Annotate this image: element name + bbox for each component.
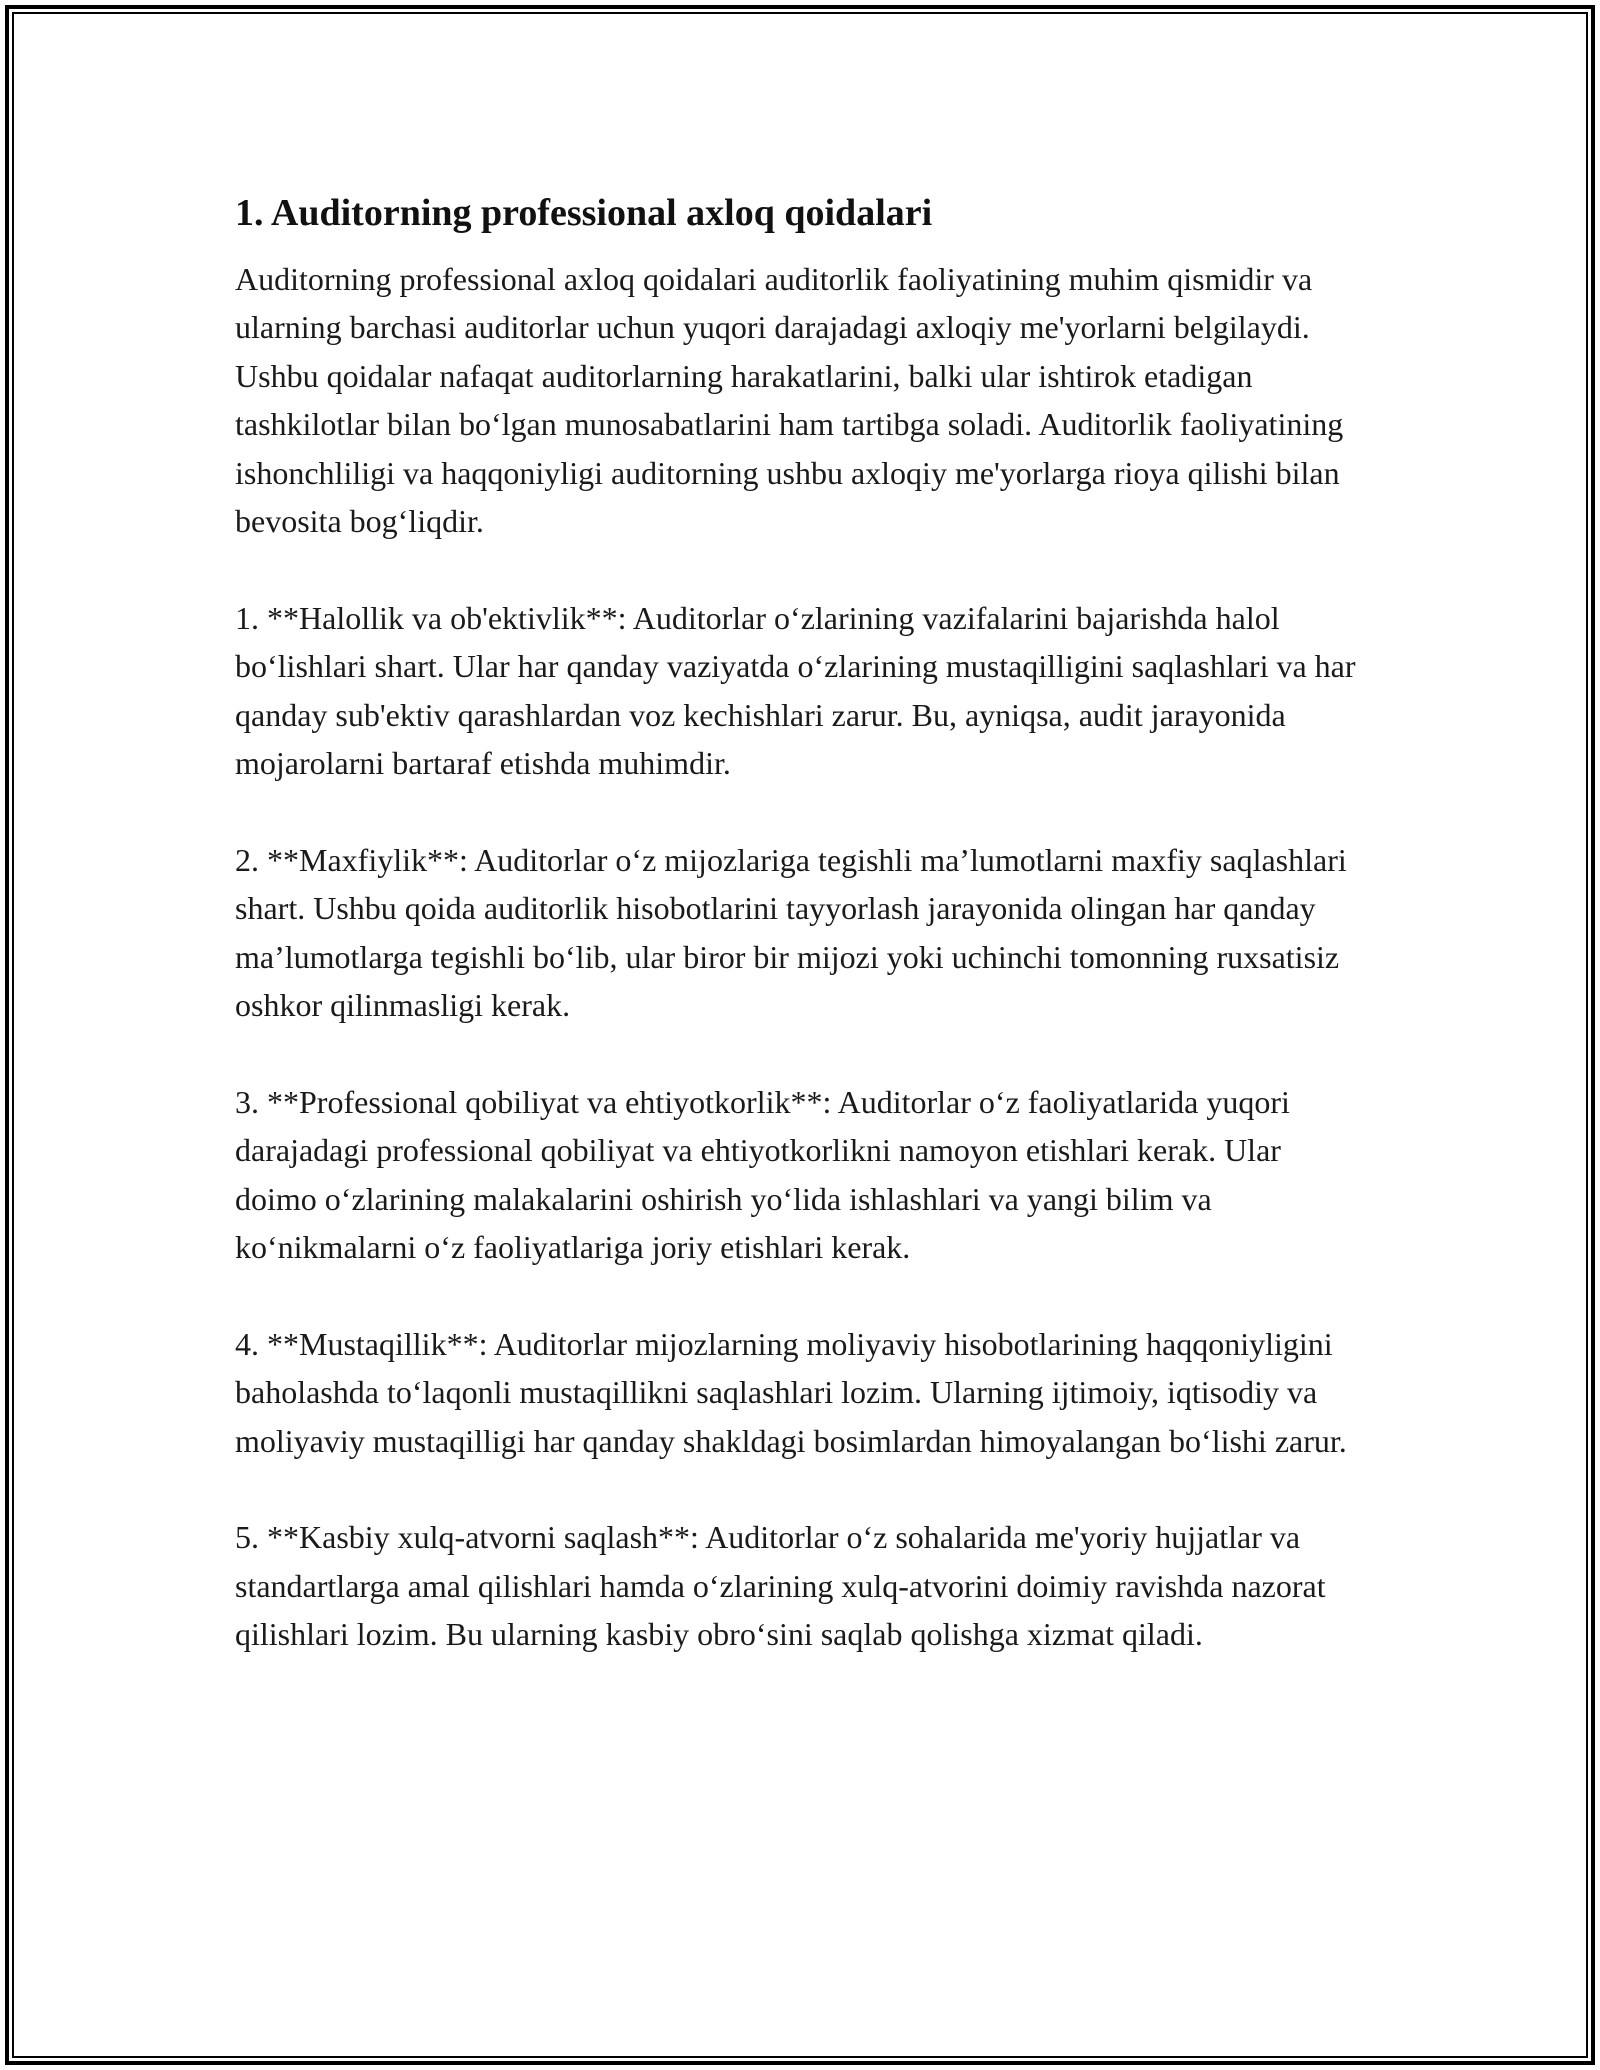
paragraph-gap	[235, 787, 1370, 835]
paragraph-gap	[235, 1465, 1370, 1513]
paragraph-gap	[235, 1029, 1370, 1077]
list-item-kasbiy-xulq: 5. **Kasbiy xulq-atvorni saqlash**: Auditorlar oʻz sohalarida me'yoriy hujjatlar va standartlarga amal qilishlari hamda oʻzlarining xulq-atvorini doimiy ravishda nazorat qilishlari lozim. Bu ularning kasbiy obroʻsini saqlab qolishga xizmat qiladi.	[235, 1519, 1326, 1653]
list-item-mustaqillik: 4. **Mustaqillik**: Auditorlar mijozlarning moliyaviy hisobotlarining haqqoniyligini baholashda toʻlaqonli mustaqillikni saqlashlari lozim. Ularning ijtimoiy, iqtisodiy va moliyaviy mustaqilligi har qanday shakldagi bosimlardan himoyalangan boʻlishi zarur.	[235, 1325, 1347, 1459]
section-heading: 1. Auditorning professional axloq qoidalari	[235, 192, 933, 234]
list-item-halollik: 1. **Halollik va ob'ektivlik**: Auditorlar oʻzlarining vazifalarini bajarishda halol boʻlishlari shart. Ular har qanday vaziyatda oʻzlarining mustaqilligini saqlashlari va har qanday sub'ektiv qarashlardan voz kechishlari zarur. Bu, ayniqsa, audit jarayonida mojarolarni bartaraf etishda muhimdir.	[235, 599, 1356, 782]
paragraph-gap	[235, 1271, 1370, 1319]
paragraph-gap	[235, 545, 1370, 593]
list-item-professional-qobiliyat: 3. **Professional qobiliyat va ehtiyotkorlik**: Auditorlar oʻz faoliyatlarida yuqori darajadagi professional qobiliyat va ehtiyotkorlikni namoyon etishlari kerak. Ular doimo oʻzlarining malakalarini oshirish yoʻlida ishlashlari va yangi bilim va koʻnikmalarni oʻz faoliyatlariga joriy etishlari kerak.	[235, 1083, 1290, 1266]
document-body	[235, 185, 1370, 1659]
list-item-maxfiylik: 2. **Maxfiylik**: Auditorlar oʻz mijozlariga tegishli ma’lumotlarni maxfiy saqlashlari shart. Ushbu qoida auditorlik hisobotlarini tayyorlash jarayonida olingan har qanday ma’lumotlarga tegishli boʻlib, ular biror bir mijozi yoki uchinchi tomonning ruxsatisiz oshkor qilinmasligi kerak.	[235, 841, 1347, 1024]
intro-paragraph: Auditorning professional axloq qoidalari auditorlik faoliyatining muhim qismidir va ularning barchasi auditorlar uchun yuqori darajadagi axloqiy me'yorlarni belgilaydi. Ushbu qoidalar nafaqat auditorlarning harakatlarini, balki ular ishtirok etadigan tashkilotlar bilan boʻlgan munosabatlarini ham tartibga soladi. Auditorlik faoliyatining ishonchliligi va haqqoniyligi auditorning ushbu axloqiy me'yorlarga rioya qilishi bilan bevosita bogʻliqdir.	[235, 261, 1344, 540]
